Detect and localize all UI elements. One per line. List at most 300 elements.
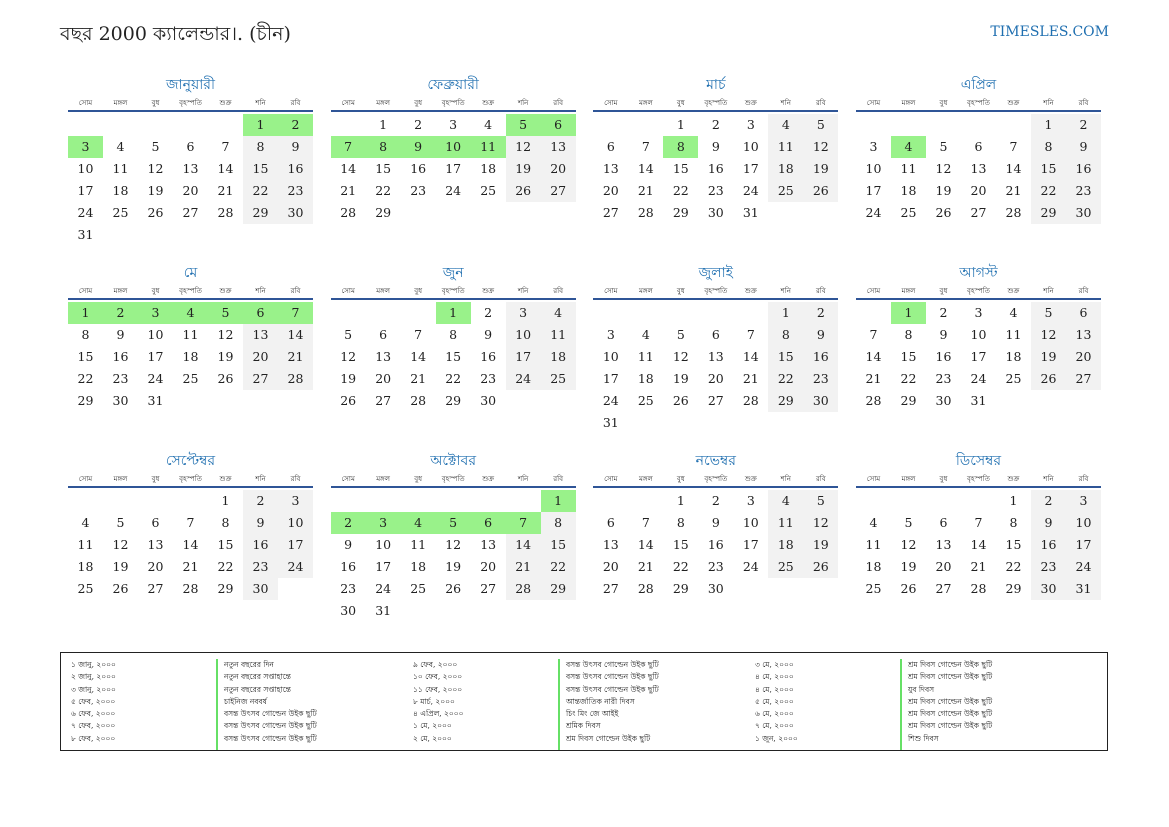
days-grid [856,490,1101,600]
weekday-label: শুক্র [1007,99,1020,107]
weekday-header [331,284,576,300]
day-cell: 28 [217,205,234,220]
day-cell: 12 [445,537,462,552]
day-cell: 27 [147,581,164,596]
day-cell: 11 [900,161,917,176]
day-cell: 23 [1031,556,1066,578]
empty-day-cell [173,114,208,136]
day-cell: 24 [742,183,759,198]
day-cell: 8 [221,515,230,530]
weekday-label: শনি [255,475,266,483]
day-cell: 29 [217,581,234,596]
day-cell: 7 [974,515,983,530]
day-cell: 8 [676,515,685,530]
weekday-label: সোম [341,475,355,483]
day-cell: 11 [182,327,199,342]
weekday-label: সোম [866,287,881,295]
day-cell: 2 [484,305,493,320]
day-cell: 27 [480,581,497,596]
day-cell: 22 [1031,180,1066,202]
day-cell: 11 [865,537,882,552]
day-cell: 24 [865,205,882,220]
day-cell: 10 [742,515,759,530]
day-cell: 11 [768,136,803,158]
day-cell: 3 [138,302,173,324]
day-cell: 21 [340,183,357,198]
weekday-header [593,284,838,300]
legend-holiday-name: বসন্ত উৎসব গোল্ডেন উইক ছুটি [566,684,659,694]
day-cell: 5 [803,114,838,136]
empty-day-cell [856,114,891,136]
day-cell: 6 [939,515,948,530]
weekday-label: রবি [815,99,826,107]
month-calendar [856,450,1101,622]
day-cell: 12 [340,349,357,364]
day-cell: 13 [480,537,497,552]
legend-date: ৭ মে, ২০০০ [755,721,794,731]
day-cell: 21 [970,559,987,574]
day-cell: 7 [278,302,313,324]
day-cell: 20 [147,559,164,574]
day-cell: 9 [803,324,838,346]
weekday-label: শুক্র [482,99,495,107]
empty-day-cell [401,302,436,324]
weekday-label: মঙ্গল [901,287,916,295]
legend-date: ২ মে, ২০০০ [413,733,452,743]
weekday-label: শনি [780,287,791,295]
day-cell: 19 [112,559,129,574]
empty-day-cell [856,302,891,324]
day-cell: 20 [375,371,392,386]
day-cell: 22 [768,368,803,390]
day-cell: 12 [1031,324,1066,346]
day-cell: 19 [672,371,689,386]
legend-column [71,659,413,750]
empty-day-cell [331,302,366,324]
day-cell: 18 [410,559,427,574]
day-cell: 28 [742,393,759,408]
day-cell: 28 [278,368,313,390]
day-cell: 21 [637,559,654,574]
day-cell: 3 [974,305,983,320]
weekday-label: শুক্র [1007,475,1020,483]
day-cell: 17 [77,183,94,198]
weekday-label: সোম [866,99,881,107]
day-cell: 29 [672,581,689,596]
day-cell: 3 [746,493,755,508]
day-cell: 9 [711,139,720,154]
weekday-header [856,96,1101,112]
day-cell: 29 [1031,202,1066,224]
day-cell: 30 [707,205,724,220]
weekday-label: মঙ্গল [113,475,128,483]
day-cell: 15 [900,349,917,364]
legend-date: ৮ ফেব, ২০০০ [71,733,116,743]
day-cell: 10 [375,537,392,552]
weekday-label: বুধ [939,287,948,295]
day-cell: 26 [506,180,541,202]
day-cell: 16 [410,161,427,176]
day-cell: 17 [602,371,619,386]
weekday-label: রবি [290,99,301,107]
legend-date: ৭ ফেব, ২০০০ [71,721,116,731]
day-cell: 9 [939,327,948,342]
month-calendar [68,74,313,246]
day-cell: 10 [1066,512,1101,534]
legend-holiday-name: বসন্ত উৎসব গোল্ডেন উইক ছুটি [566,660,659,669]
weekday-label: সোম [341,99,355,107]
weekday-label: মঙ্গল [113,99,128,107]
days-grid [331,490,576,622]
day-cell: 5 [939,139,948,154]
weekday-label: শনি [517,99,529,107]
legend-holiday-name: শ্রম দিবস গোল্ডেন উইক ছুটি [908,672,993,682]
legend-dates [755,659,900,750]
day-cell: 24 [147,371,164,386]
day-cell: 27 [970,205,987,220]
weekday-label: মঙ্গল [638,287,653,295]
day-cell: 13 [707,349,724,364]
day-cell: 30 [112,393,129,408]
weekday-label: শনি [780,475,791,483]
day-cell: 22 [217,559,234,574]
day-cell: 7 [414,327,423,342]
day-cell: 30 [935,393,952,408]
day-cell: 14 [506,534,541,556]
day-cell: 21 [637,183,654,198]
day-cell: 12 [803,512,838,534]
day-cell: 2 [1066,114,1101,136]
day-cell: 8 [81,327,90,342]
day-cell: 3 [449,117,458,132]
day-cell: 27 [375,393,392,408]
day-cell: 11 [410,537,427,552]
month-name: জুন [442,265,464,281]
empty-day-cell [366,302,401,324]
day-cell: 26 [803,556,838,578]
day-cell: 9 [401,136,436,158]
weekday-label: বুধ [676,287,685,295]
day-cell: 10 [278,512,313,534]
month-row-3 [68,450,1101,622]
legend-date: ৬ ফেব, ২০০০ [71,709,116,719]
empty-day-cell [663,302,698,324]
day-cell: 1 [243,114,278,136]
legend-holiday-name: শিশু দিবস [908,733,939,743]
day-cell: 13 [602,537,619,552]
day-cell: 22 [672,559,689,574]
day-cell: 20 [480,559,497,574]
legend-holiday-name: চিং মিং জে আইই [566,709,619,719]
page-title: বছর 2000 ক্যালেন্ডার।. (চীন) [60,23,291,45]
day-cell: 19 [803,158,838,180]
empty-day-cell [208,114,243,136]
day-cell: 16 [935,349,952,364]
empty-day-cell [436,490,471,512]
weekday-label: বৃহস্পতি [967,99,990,107]
weekday-label: বৃহস্পতি [179,99,202,107]
day-cell: 2 [103,302,138,324]
day-cell: 3 [869,139,878,154]
weekday-label: বৃহস্পতি [441,287,465,295]
day-cell: 1 [891,302,926,324]
day-cell: 23 [243,556,278,578]
weekday-label: বৃহস্পতি [179,287,202,295]
day-cell: 16 [340,559,357,574]
day-cell: 21 [865,371,882,386]
day-cell: 31 [77,227,94,242]
month-name: ফেব্রুয়ারী [427,77,479,93]
day-cell: 18 [865,559,882,574]
weekday-label: বৃহস্পতি [704,287,728,295]
day-cell: 12 [147,161,164,176]
weekday-label: শনি [1043,287,1054,295]
empty-day-cell [138,114,173,136]
empty-day-cell [401,490,436,512]
day-cell: 12 [935,161,952,176]
day-cell: 1 [768,302,803,324]
day-cell: 27 [1066,368,1101,390]
day-cell: 11 [637,349,654,364]
day-cell: 19 [935,183,952,198]
day-cell: 10 [77,161,94,176]
day-cell: 29 [900,393,917,408]
month-name: সেপ্টেম্বর [165,453,216,469]
day-cell: 11 [1005,327,1022,342]
weekday-label: মঙ্গল [113,287,128,295]
empty-day-cell [961,490,996,512]
day-cell: 18 [480,161,497,176]
weekday-label: বৃহস্পতি [441,475,465,483]
day-cell: 18 [768,534,803,556]
legend-holiday-name: নতুন বছরের দিন [224,660,274,669]
day-cell: 5 [208,302,243,324]
month-name: এপ্রিল [960,77,997,93]
day-cell: 2 [1031,490,1066,512]
day-cell: 4 [768,490,803,512]
weekday-label: সোম [604,287,618,295]
empty-day-cell [891,490,926,512]
day-cell: 12 [506,136,541,158]
day-cell: 24 [602,393,619,408]
day-cell: 2 [711,493,720,508]
month-calendar [856,262,1101,434]
day-cell: 18 [182,349,199,364]
weekday-label: রবি [290,475,301,483]
day-cell: 29 [768,390,803,412]
legend-date: ১ জুন, ২০০০ [755,733,798,743]
day-cell: 23 [340,581,357,596]
day-cell: 14 [1005,161,1022,176]
day-cell: 18 [768,158,803,180]
day-cell: 21 [410,371,427,386]
weekday-label: বুধ [151,99,160,107]
day-cell: 25 [410,581,427,596]
month-name: মার্চ [706,77,726,93]
day-cell: 5 [676,327,685,342]
day-cell: 9 [278,136,313,158]
day-cell: 15 [672,537,689,552]
day-cell: 21 [182,559,199,574]
weekday-label: শনি [517,475,529,483]
day-cell: 15 [217,537,234,552]
day-cell: 24 [742,559,759,574]
weekday-label: রবি [290,287,301,295]
day-cell: 13 [541,136,576,158]
day-cell: 16 [112,349,129,364]
weekday-header [593,472,838,488]
day-cell: 17 [147,349,164,364]
day-cell: 8 [243,136,278,158]
day-cell: 8 [541,512,576,534]
day-cell: 23 [278,180,313,202]
day-cell: 5 [506,114,541,136]
day-cell: 15 [375,161,392,176]
day-cell: 26 [445,581,462,596]
empty-day-cell [173,490,208,512]
day-cell: 21 [742,371,759,386]
day-cell: 15 [445,349,462,364]
day-cell: 11 [541,324,576,346]
legend-date: ৬ মে, ২০০০ [755,709,794,719]
day-cell: 1 [379,117,388,132]
legend-holiday-name: নতুন বছরের সপ্তাহান্তে [224,672,291,682]
day-cell: 15 [243,158,278,180]
legend-holiday-name: আন্তর্জাতিক নারী দিবস [566,696,635,706]
month-name: নভেম্বর [695,453,736,469]
weekday-label: রবি [553,475,564,483]
weekday-label: সোম [78,287,93,295]
weekday-label: শনি [517,287,529,295]
weekday-header [68,472,313,488]
day-cell: 14 [410,349,427,364]
day-cell: 10 [506,324,541,346]
day-cell: 13 [243,324,278,346]
day-cell: 26 [340,393,357,408]
empty-day-cell [891,114,926,136]
weekday-label: শুক্র [744,99,757,107]
day-cell: 23 [112,371,129,386]
weekday-label: বুধ [414,287,423,295]
empty-day-cell [733,302,768,324]
day-cell: 9 [344,537,353,552]
day-cell: 22 [77,371,94,386]
month-calendar [331,450,576,622]
weekday-label: শনি [780,99,791,107]
legend-holiday-name: শ্রম দিবস গোল্ডেন উইক ছুটি [908,709,993,719]
legend-dates [71,659,216,750]
day-cell: 11 [471,136,506,158]
day-cell: 26 [900,581,917,596]
weekday-header [331,472,576,488]
legend-names [900,659,1097,750]
weekday-label: মঙ্গল [376,287,391,295]
day-cell: 4 [484,117,493,132]
empty-day-cell [856,490,891,512]
day-cell: 28 [182,581,199,596]
day-cell: 17 [278,534,313,556]
day-cell: 25 [900,205,917,220]
day-cell: 7 [869,327,878,342]
weekday-label: মঙ্গল [376,475,391,483]
weekday-label: রবি [1078,475,1089,483]
day-cell: 2 [939,305,948,320]
day-cell: 5 [436,512,471,534]
month-calendar [593,450,838,622]
day-cell: 6 [541,114,576,136]
day-cell: 10 [742,139,759,154]
day-cell: 30 [1031,578,1066,600]
days-grid [593,114,838,224]
day-cell: 26 [1031,368,1066,390]
day-cell: 23 [1066,180,1101,202]
day-cell: 1 [676,117,685,132]
day-cell: 23 [707,183,724,198]
day-cell: 6 [711,327,720,342]
day-cell: 6 [151,515,160,530]
day-cell: 4 [1009,305,1018,320]
day-cell: 17 [1066,534,1101,556]
day-cell: 19 [1031,346,1066,368]
day-cell: 3 [506,302,541,324]
day-cell: 2 [414,117,423,132]
day-cell: 11 [77,537,94,552]
day-cell: 23 [410,183,427,198]
day-cell: 13 [182,161,199,176]
day-cell: 20 [602,559,619,574]
days-grid [856,114,1101,224]
day-cell: 26 [147,205,164,220]
day-cell: 3 [68,136,103,158]
day-cell: 26 [803,180,838,202]
legend-date: ২ জানু, ২০০০ [71,672,116,682]
day-cell: 17 [742,161,759,176]
day-cell: 3 [366,512,401,534]
day-cell: 29 [672,205,689,220]
day-cell: 29 [541,578,576,600]
month-name: অক্টোবর [430,453,477,469]
weekday-header [856,472,1101,488]
site-link[interactable]: TIMESLES.COM [990,24,1109,40]
day-cell: 5 [344,327,353,342]
day-cell: 25 [112,205,129,220]
day-cell: 24 [278,556,313,578]
day-cell: 20 [970,183,987,198]
day-cell: 30 [1066,202,1101,224]
empty-day-cell [996,114,1031,136]
day-cell: 17 [742,537,759,552]
day-cell: 23 [480,371,497,386]
day-cell: 14 [970,537,987,552]
day-cell: 20 [1066,346,1101,368]
empty-day-cell [628,302,663,324]
day-cell: 7 [331,136,366,158]
empty-day-cell [331,114,366,136]
day-cell: 18 [637,371,654,386]
day-cell: 17 [865,183,882,198]
day-cell: 7 [746,327,755,342]
day-cell: 25 [1005,371,1022,386]
weekday-label: মঙ্গল [901,475,916,483]
weekday-label: বুধ [676,475,685,483]
day-cell: 13 [970,161,987,176]
legend-holiday-name: শ্রম দিবস গোল্ডেন উইক ছুটি [566,733,651,743]
days-grid [593,490,838,600]
legend-date: ৯ ফেব, ২০০০ [413,660,458,669]
day-cell: 15 [672,161,689,176]
weekday-label: বুধ [939,99,948,107]
empty-day-cell [926,114,961,136]
